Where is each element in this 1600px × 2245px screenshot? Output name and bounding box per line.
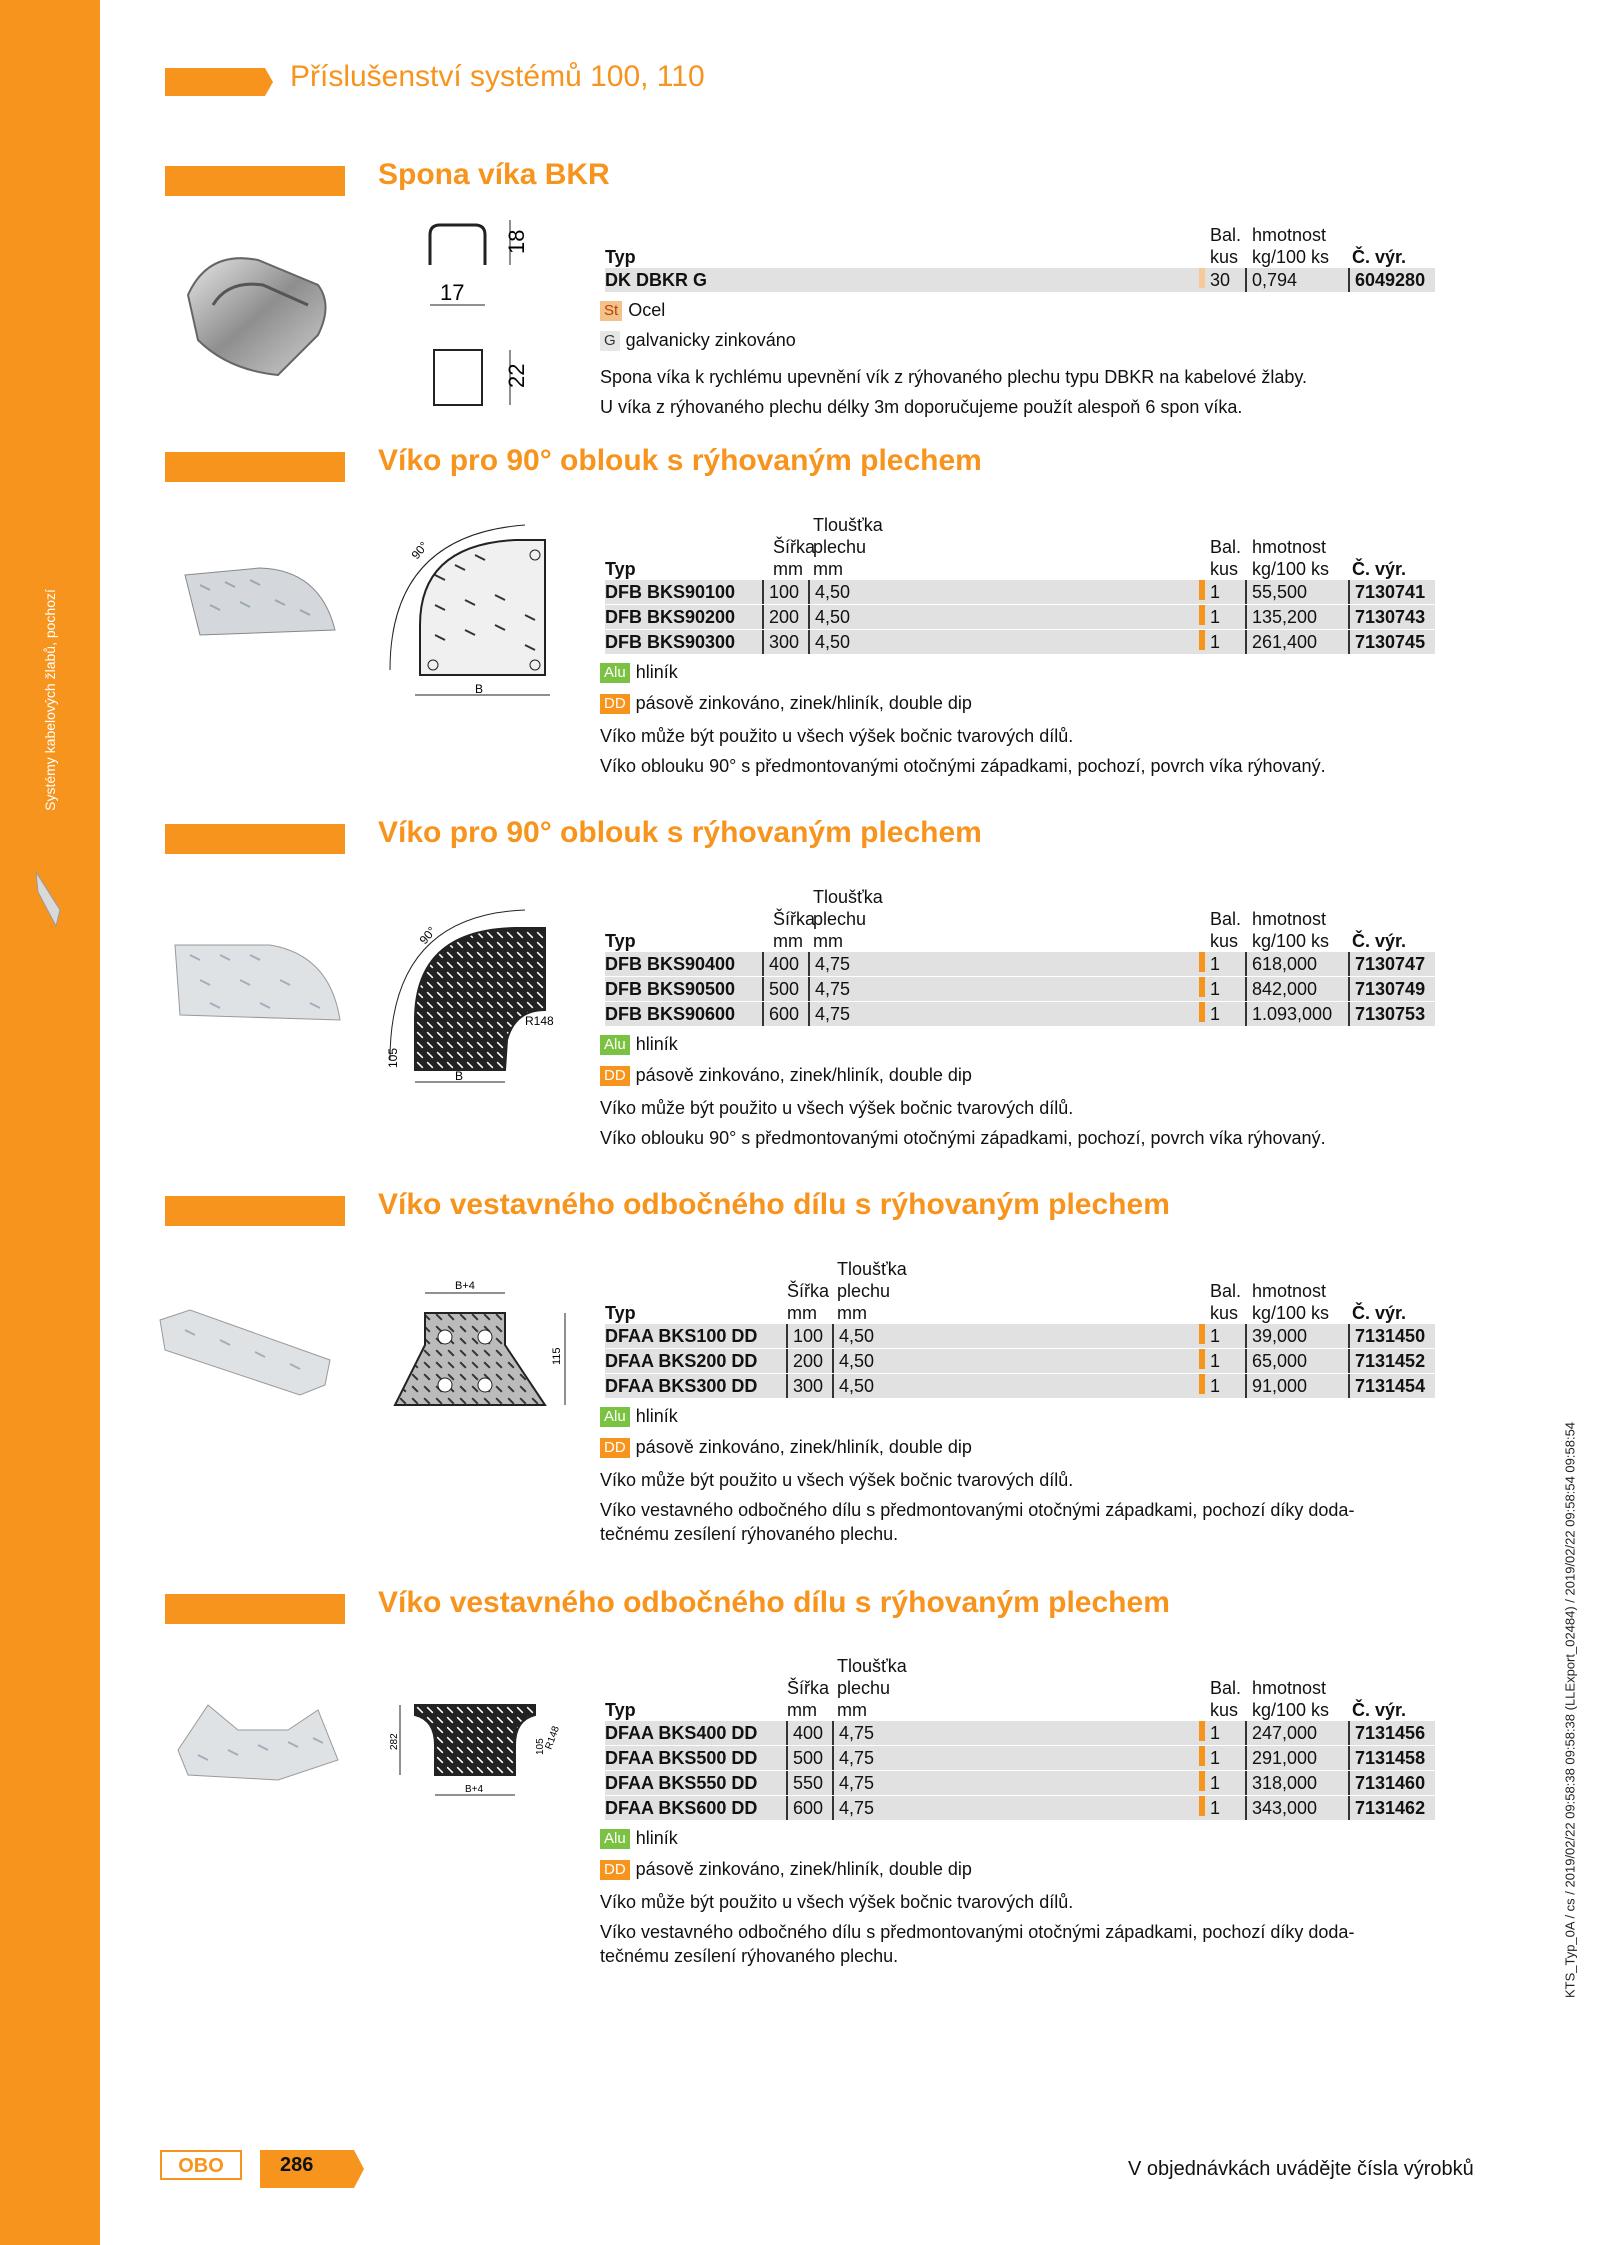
svg-text:90°: 90° [408,539,431,562]
table-row: DFAA BKS300 DD 300 4,50 1 91,000 7131454 [605,1374,1435,1399]
material-line: Alu hliník [600,1404,678,1428]
footer-note: V objednávkách uvádějte čísla výrobků [1128,2158,1474,2180]
section-bar [165,824,345,854]
section-title: Víko vestavného odbočného dílu s rýhovaným plechem [378,1188,1170,1221]
product-table: Typ Šířka mm Tloušťka plechu mm Bal. kus hmotnost kg/100 ks Č. výr. DFAA BKS100 DD 100 4,50 1 39,000 7131450 DFAA BKS200 DD 200 4,50 1 65,000 7131452 DFAA BKS300 DD 300 4,50 1 91,000 7131454 [605,1256,1435,1399]
material-line: DD pásově zinkováno, zinek/hliník, double dip [600,1857,972,1881]
section-title: Spona víka BKR [378,158,610,191]
svg-text:R148: R148 [525,1014,554,1028]
tee-cover-drawing [385,1685,585,1815]
description: Víko může být použito u všech výšek bočnic tvarových dílů. Víko oblouku 90° s předmontovanými otočnými západkami, pochozí, povrch víka rýhovaný. [600,726,1326,776]
table-row: DK DBKR G 30 0,794 6049280 [605,268,1435,293]
page-number: 286 [280,2154,314,2176]
material-line: DD pásově zinkováno, zinek/hliník, double dip [600,691,972,715]
table-row: DFB BKS90300 300 4,50 1 261,400 7130745 [605,630,1435,655]
product-photo-clip [168,245,343,385]
table-row: DFAA BKS600 DD 600 4,75 1 343,000 7131462 [605,1796,1435,1821]
table-row: DFAA BKS200 DD 200 4,50 1 65,000 7131452 [605,1349,1435,1374]
svg-text:B: B [475,682,484,696]
product-photo-tee-cover [150,1300,340,1400]
clip-dimension-drawing [420,210,530,420]
description: Víko může být použito u všech výšek bočnic tvarových dílů. Víko oblouku 90° s předmontovanými otočnými západkami, pochozí, povrch víka rýhovaný. [600,1098,1326,1148]
svg-text:R148: R148 [543,1724,562,1752]
svg-text:115: 115 [551,1347,563,1365]
material-line: Alu hliník [600,1826,678,1850]
description: Víko může být použito u všech výšek bočnic tvarových dílů. Víko vestavného odbočného dílu s předmontovanými otočnými západkami, pochozí díky doda- tečnému zesílení rýhovaného plechu. [600,1892,1355,1966]
material-line: G galvanicky zinkováno [600,328,796,352]
description: Víko může být použito u všech výšek bočnic tvarových dílů. Víko vestavného odbočného dílu s předmontovanými otočnými západkami, pochozí díky doda- tečnému zesílení rýhovaného plechu. [600,1470,1355,1544]
product-table: Typ Šířka mm Tloušťka plechu mm Bal. kus hmotnost kg/100 ks Č. výr. DFB BKS90400 400 4,75 1 618,000 7130747 DFB BKS90500 500 4,75 1 842,000 7130749 DFB BKS90600 600 4,75 1 1.093,000 7130753 [605,884,1435,1027]
svg-text:B+4: B+4 [455,1280,475,1292]
section-title: Víko vestavného odbočného dílu s rýhovaným plechem [378,1586,1170,1619]
header-tab-shape [165,68,273,96]
product-table: Typ Šířka mm Tloušťka plechu mm Bal. kus hmotnost kg/100 ks Č. výr. DFAA BKS400 DD 400 4,75 1 247,000 7131456 DFAA BKS500 DD 500 4,75 1 291,000 7131458 DFAA BKS550 DD 550 4,75 1 318,000 7131460 DFAA BKS600 DD 600 4,75 1 343,000 7131462 [605,1653,1435,1821]
dim-18: 18 [504,229,529,254]
table-row: DFB BKS90600 600 4,75 1 1.093,000 7130753 [605,1002,1435,1027]
section-bar [165,1196,345,1226]
svg-text:B: B [455,1069,464,1083]
svg-text:90°: 90° [416,924,439,947]
obo-logo [160,2150,242,2180]
section-bar [165,166,345,196]
svg-text:105: 105 [535,1738,546,1755]
table-row: DFB BKS90200 200 4,50 1 135,200 7130743 [605,605,1435,630]
svg-text:OBO: OBO [178,2155,224,2177]
tee-cover-drawing [385,1275,585,1425]
sidebar [0,0,100,2245]
page-title: Příslušenství systémů 100, 110 [290,60,705,93]
product-photo-cover [170,935,345,1025]
table-row: DFB BKS90500 500 4,75 1 842,000 7130749 [605,977,1435,1002]
table-row: DFB BKS90100 100 4,50 1 55,500 7130741 [605,580,1435,605]
table-row: DFAA BKS500 DD 500 4,75 1 291,000 7131458 [605,1746,1435,1771]
table-row: DFAA BKS550 DD 550 4,75 1 318,000 7131460 [605,1771,1435,1796]
section-bar [165,452,345,482]
dim-17: 17 [440,280,465,305]
product-thumbnail-icon [34,870,64,928]
description: Spona víka k rychlému upevnění vík z rýhovaného plechu typu DBKR na kabelové žlaby. U víka z rýhovaného plechu délky 3m doporučujeme použít alespoň 6 spon víka. [600,367,1308,417]
export-info: KTS_Typ_0A / cs / 2019/02/22 09:58:38 09:58:38 (LLExport_02484) / 2019/02/22 09:58:54 09:58:54 [1562,1421,1578,1999]
sidebar-label: Systémy kabelových žlabů, pochozí [42,589,58,811]
table-row: DFB BKS90400 400 4,75 1 618,000 7130747 [605,952,1435,977]
product-photo-cover [180,560,340,640]
material-line: DD pásově zinkováno, zinek/hliník, double dip [600,1063,972,1087]
product-table: Typ Šířka mm Tloušťka plechu mm Bal. kus hmotnost kg/100 ks Č. výr. DFB BKS90100 100 4,50 1 55,500 7130741 DFB BKS90200 200 4,50 1 135,200 7130743 DFB BKS90300 300 4,50 1 261,400 7130745 [605,512,1435,655]
svg-text:105: 105 [386,1047,400,1068]
material-line: DD pásově zinkováno, zinek/hliník, double dip [600,1435,972,1459]
material-line: Alu hliník [600,1032,678,1056]
product-table: Typ Bal. kus hmotnost kg/100 ks Č. výr. DK DBKR G 30 0,794 6049280 [605,222,1435,293]
table-row: DFAA BKS400 DD 400 4,75 1 247,000 7131456 [605,1721,1435,1746]
svg-text:B+4: B+4 [465,1784,484,1795]
dim-22: 22 [504,363,529,388]
svg-text:282: 282 [389,1733,400,1750]
material-line: Alu hliník [600,660,678,684]
arc-cover-drawing [375,515,575,715]
table-row: DFAA BKS100 DD 100 4,50 1 39,000 7131450 [605,1324,1435,1349]
material-line: St Ocel [600,298,665,322]
section-title: Víko pro 90° oblouk s rýhovaným plechem [378,444,982,477]
arc-cover-drawing [375,890,575,1090]
section-bar [165,1594,345,1624]
product-photo-tee-cover [168,1700,343,1785]
section-title: Víko pro 90° oblouk s rýhovaným plechem [378,816,982,849]
